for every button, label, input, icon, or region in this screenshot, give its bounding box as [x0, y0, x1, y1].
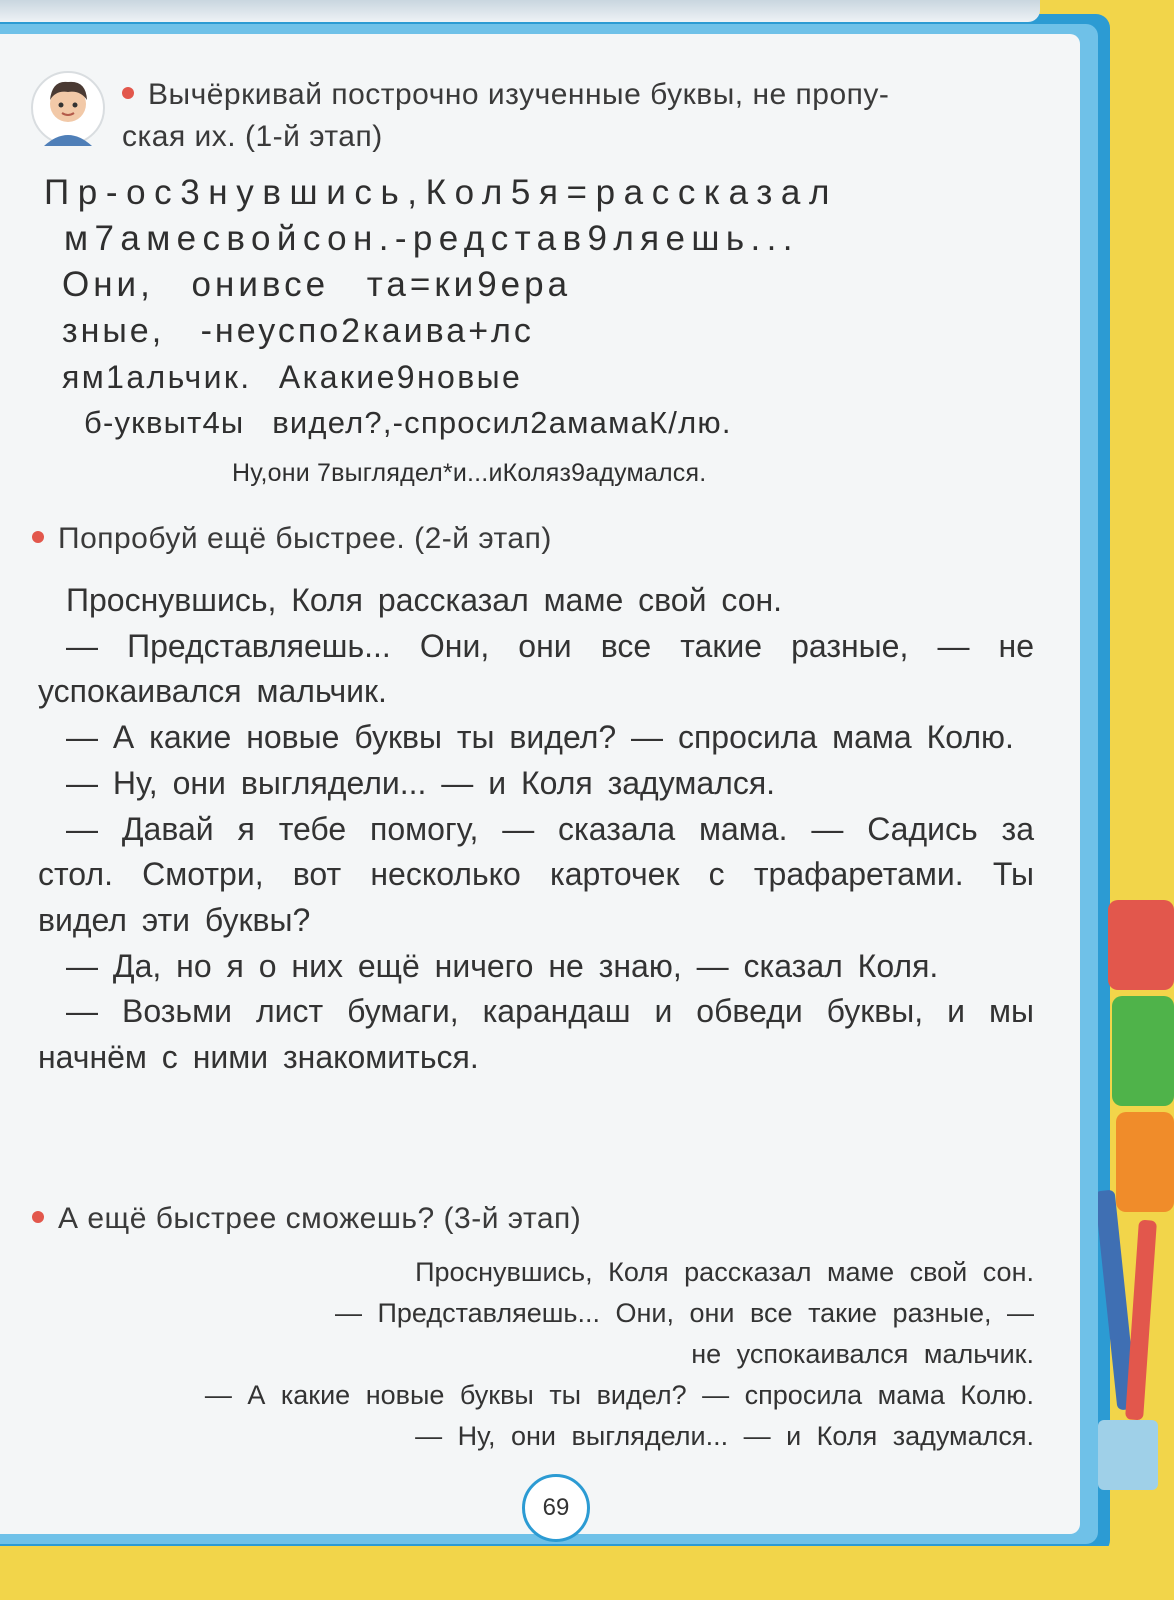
bottom-yellow-band — [0, 1546, 1174, 1600]
page-number: 69 — [522, 1474, 590, 1542]
paragraph: — Да, но я о них ещё ничего не знаю, — сказал Коля. — [66, 947, 939, 984]
task-3-label: А ещё быстрее сможешь? (3-й этап) — [58, 1202, 582, 1235]
stage-1-text — [40, 170, 1040, 496]
stage-1-line: Пр-ос3нувшись,Кол5я=рассказал — [44, 173, 839, 212]
boy-avatar-icon — [30, 68, 106, 148]
stage-1-line: ям1альчик. Акакие9новые — [62, 359, 523, 395]
stage-1-line: Они, онивсе та=ки9ера — [62, 265, 572, 304]
task-1-instruction — [122, 74, 889, 158]
task-1-line-2: ская их. (1-й этап) — [122, 120, 383, 153]
stage-3-line: Проснувшись, Коля рассказал маме свой сон. — [415, 1257, 1034, 1287]
stage-3-text — [38, 1252, 1034, 1457]
paragraph: — Давай я тебе помогу, — сказала мама. — Садись за стол. Смотри, вот несколько карточек с трафаретами. Ты видел эти буквы? — [38, 810, 1034, 938]
paragraph: Проснувшись, Коля рассказал маме свой сон. — [66, 582, 783, 618]
stage-2-text — [38, 578, 1034, 1081]
bullet-icon — [32, 1211, 44, 1223]
task-2-label: Попробуй ещё быстрее. (2-й этап) — [58, 522, 552, 555]
top-page-strip — [0, 0, 1040, 22]
stage-1-line: Ну,они 7выглядел*и...иКоляз9адумался. — [232, 459, 707, 487]
bullet-icon — [32, 531, 44, 543]
stage-1-line: зные, -неуспо2каива+лс — [62, 312, 534, 350]
paragraph: — Возьми лист бумаги, карандаш и обведи буквы, и мы начнём с ними знакомиться. — [38, 993, 1034, 1076]
paragraph: — Ну, они выглядели... — и Коля задумался. — [66, 764, 776, 801]
stage-3-line: — А какие новые буквы ты видел? — спросила мама Колю. — [204, 1380, 1034, 1410]
bullet-icon — [122, 87, 134, 99]
stage-3-line: не успокаивался мальчик. — [691, 1339, 1034, 1369]
stage-1-line: б-уквыт4ы видел?,-спросил2амамаК/лю. — [84, 405, 732, 440]
paragraph: — А какие новые буквы ты видел? — спросила мама Колю. — [66, 719, 1014, 756]
stage-3-line: — Ну, они выглядели... — и Коля задумался. — [415, 1421, 1034, 1451]
task-2-instruction — [32, 522, 552, 556]
paragraph: — Представляешь... Они, они все такие разные, — не успокаивался мальчик. — [38, 627, 1034, 710]
stage-1-line: м7амесвойсон.-редстав9ляешь... — [64, 219, 799, 258]
task-1-line-1: Вычёркивай построчно изученные буквы, не пропу- — [148, 78, 890, 111]
stage-3-line: — Представляешь... Они, они все такие разные, — — [334, 1298, 1034, 1328]
task-3-instruction — [32, 1202, 581, 1236]
decorative-letters-illustration — [1098, 900, 1174, 1500]
